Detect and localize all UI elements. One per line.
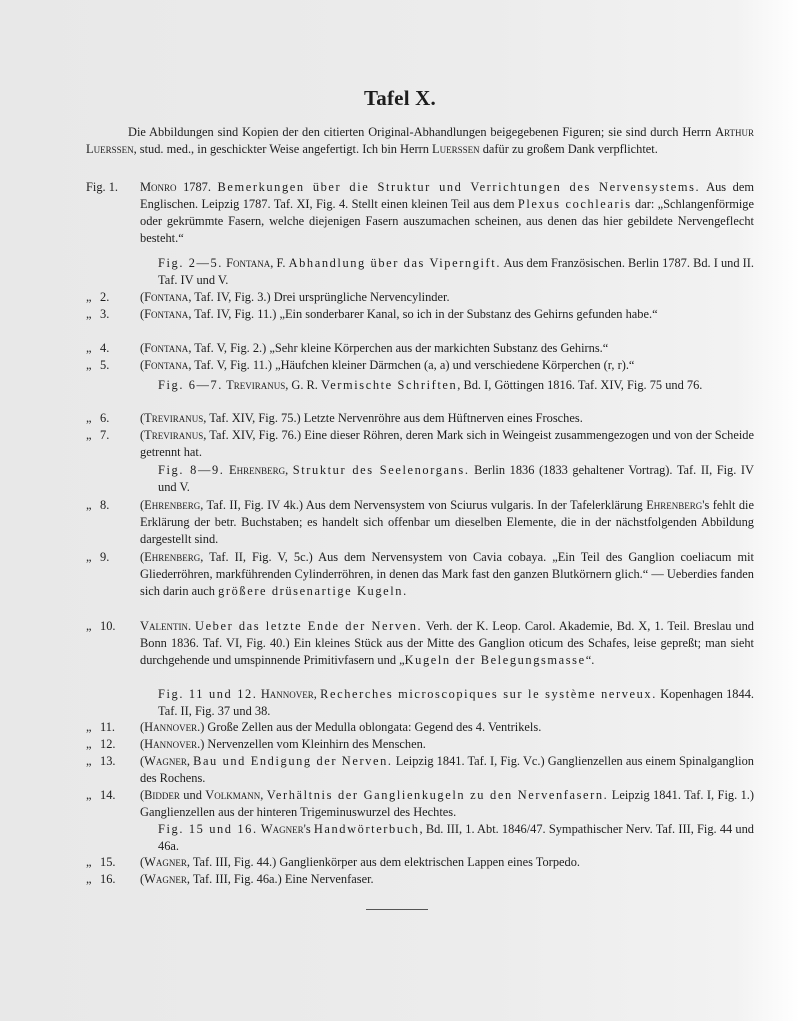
figure-entry xyxy=(86,340,754,357)
ditto-mark: „ xyxy=(86,498,92,512)
entry-number: 4. xyxy=(100,341,110,355)
intro-paragraph xyxy=(86,124,754,158)
entry-number: 11. xyxy=(100,720,116,734)
intro-name: Luerssen xyxy=(432,142,480,156)
ditto-mark: „ xyxy=(86,619,92,633)
entry-number: 7. xyxy=(100,428,110,442)
entry-text: , Taf. V, Fig. 11.) „Häufchen kleiner Därmchen (a, a) und verschiedene Körperchen (r, r).“ xyxy=(188,358,635,372)
entry-text: . xyxy=(187,619,196,633)
figure-range: Fig. 2—5. xyxy=(158,256,224,270)
author-name: Treviranus xyxy=(144,411,204,425)
author-name: Ehrenberg xyxy=(646,498,703,512)
work-title: Recherches microscopiques sur le système nerveux. xyxy=(320,687,657,701)
author-name: Fontana xyxy=(144,290,189,304)
ditto-mark: „ xyxy=(86,754,92,768)
figure-entry xyxy=(86,719,754,736)
author-name: Treviranus xyxy=(144,428,204,442)
figure-range: Fig. 11 und 12. xyxy=(158,687,258,701)
entry-text: ( xyxy=(140,737,145,751)
author-name: Valentin xyxy=(140,619,188,633)
entry-text: ( xyxy=(140,754,145,768)
entry-text: , xyxy=(260,788,267,802)
figure-group-heading xyxy=(86,686,754,720)
entry-text: , Taf. III, Fig. 46a.) Eine Nervenfaser. xyxy=(186,872,374,886)
author-name: Ehrenberg xyxy=(229,463,286,477)
work-title: Ueber das letzte Ende der Nerven. xyxy=(195,619,423,633)
ditto-mark: „ xyxy=(86,872,92,886)
entry-text: ( xyxy=(140,290,145,304)
entry-text: , G. R. xyxy=(285,378,322,392)
entry-text: , xyxy=(186,754,194,768)
work-title: Bau und Endigung der Nerven. xyxy=(193,754,393,768)
entry-text: ( xyxy=(140,788,145,802)
entry-text: 's fehlt die Erklärung der betr. Buchstaben; es handelt sich offenbar um dieselben Elemente, die in der nächstfolgenden Abbildung dargestellt sind. xyxy=(140,498,755,546)
entry-text: dar: „Schlangenförmige oder gekrümmte Fasern, welche diejenigen Fasern auszumachen scheinen, aus denen das hier gebildete Nervengeflecht besteht.“ xyxy=(140,197,754,245)
entry-number: 3. xyxy=(100,307,110,321)
entry-text: ( xyxy=(140,720,145,734)
author-name: Fontana xyxy=(144,341,189,355)
figure-group-heading xyxy=(86,821,754,855)
figure-group-heading xyxy=(86,377,754,394)
figure-entry xyxy=(86,306,754,323)
entry-number: 13. xyxy=(100,754,116,768)
work-title: Struktur des Seelenorgans. xyxy=(292,463,470,477)
entry-text: ( xyxy=(140,872,145,886)
author-name: Wagner xyxy=(260,822,304,836)
figure-entry xyxy=(86,179,754,247)
entry-text: Leipzig 1841. Taf. I, Fig. Vc.) Ganglienzellen aus einem Spinalganglion des Rochens. xyxy=(140,754,754,785)
entry-label: Fig. 1. xyxy=(86,180,119,194)
figure-range: Fig. 8—9. xyxy=(158,463,225,477)
author-name: Ehrenberg xyxy=(144,498,201,512)
entry-text: , xyxy=(313,687,321,701)
ditto-mark: „ xyxy=(86,550,92,564)
entry-text: Kopenhagen 1844. Taf. II, Fig. 37 und 38. xyxy=(158,687,754,718)
spaced-term: Plexus cochlearis xyxy=(517,197,632,211)
ditto-mark: „ xyxy=(86,358,92,372)
author-name: Hannover xyxy=(144,720,198,734)
figure-entry xyxy=(86,854,754,871)
figure-entry xyxy=(86,787,754,821)
entry-number: 12. xyxy=(100,737,116,751)
ditto-mark: „ xyxy=(86,788,92,802)
work-title: Handwörterbuch xyxy=(313,822,420,836)
entry-text: , Taf. IV, Fig. 3.) Drei ursprüngliche Nervencylinder. xyxy=(188,290,450,304)
author-name: Fontana xyxy=(226,256,271,270)
entry-number: 16. xyxy=(100,872,116,886)
entry-text: .) Nervenzellen vom Kleinhirn des Menschen. xyxy=(197,737,426,751)
entry-text: , Taf. II, Fig. IV 4k.) Aus dem Nervensystem von Sciurus vulgaris. In der Tafelerklärung xyxy=(200,498,647,512)
intro-name: Arthur Luerssen xyxy=(86,125,754,156)
author-name: Ehrenberg xyxy=(144,550,201,564)
entry-text: Aus dem Französischen. Berlin 1787. Bd. I und II. Taf. IV und V. xyxy=(158,256,754,287)
entry-text: , Taf. IV, Fig. 11.) „Ein sonderbarer Kanal, so ich in der Substanz des Gehirns gefunden habe.“ xyxy=(188,307,658,321)
author-name: Fontana xyxy=(144,358,189,372)
entry-text: , xyxy=(285,463,293,477)
entry-text: und xyxy=(179,788,206,802)
ditto-mark: „ xyxy=(86,737,92,751)
work-title: Verhältnis der Ganglienkugeln zu den Nervenfasern. xyxy=(266,788,609,802)
end-divider xyxy=(366,909,428,910)
author-name: Wagner xyxy=(144,872,187,886)
spaced-term: größere drüsenartige Kugeln xyxy=(218,584,404,598)
author-name: Wagner xyxy=(144,855,187,869)
intro-text: , stud. med., in geschickter Weise angefertigt. Ich bin Herrn xyxy=(133,142,433,156)
entry-text: Berlin 1836 (1833 gehaltener Vortrag). Taf. II, Fig. IV und V. xyxy=(158,463,754,494)
author-name: Treviranus xyxy=(226,378,286,392)
page-title: Tafel X. xyxy=(364,86,436,110)
figure-entry xyxy=(86,736,754,753)
entry-text: ( xyxy=(140,341,145,355)
work-title: Bemerkungen über die Struktur und Verrichtungen des Nervensystems. xyxy=(217,180,701,194)
author-name: Bidder xyxy=(144,788,180,802)
author-name: Wagner xyxy=(144,754,187,768)
entry-text: Verh. der K. Leop. Carol. Akademie, Bd. X, 1. Teil. Breslau und Bonn 1836. Taf. VI, Fig. 40.) Ein kleines Stück aus der Mitte des Ganglion oticum des Schafes, leise gepreßt; man sieht durchgehende und umspinnende Primitivfasern und „ xyxy=(140,619,754,667)
figure-entry xyxy=(86,427,754,461)
entry-text: ( xyxy=(140,498,145,512)
entry-text: ( xyxy=(140,428,145,442)
entry-text: , Bd. I, Göttingen 1816. Taf. XIV, Fig. 75 und 76. xyxy=(457,378,703,392)
intro-text: dafür zu großem Dank verpflichtet. xyxy=(479,142,658,156)
figure-entry xyxy=(86,289,754,306)
entry-text: , Taf. III, Fig. 44.) Ganglienkörper aus dem elektrischen Lappen eines Torpedo. xyxy=(186,855,580,869)
entry-text: 1787. xyxy=(176,180,218,194)
entry-number: 8. xyxy=(100,498,110,512)
entry-text: Leipzig 1841. Taf. I, Fig. 1.) Ganglienzellen aus der hinteren Trigeminuswurzel des Hechtes. xyxy=(140,788,754,819)
entry-text: ( xyxy=(140,550,145,564)
entry-number: 14. xyxy=(100,788,116,802)
ditto-mark: „ xyxy=(86,341,92,355)
entry-text: 's xyxy=(303,822,314,836)
author-name: Hannover xyxy=(260,687,314,701)
ditto-mark: „ xyxy=(86,855,92,869)
entry-text: .) Große Zellen aus der Medulla oblongata: Gegend des 4. Ventrikels. xyxy=(197,720,542,734)
author-name: Monro xyxy=(140,180,177,194)
author-name: Fontana xyxy=(144,307,189,321)
ditto-mark: „ xyxy=(86,290,92,304)
entry-text: , Taf. II, Fig. V, 5c.) Aus dem Nervensystem von Cavia cobaya. „Ein Teil des Ganglion coeliacum mit Gliederröhren, markführenden Cylinderröhren, in denen das Mark fast den ganzen Blutkörnern glich.“ — Ueberdies fanden sich darin auch xyxy=(140,550,754,598)
entry-text: . xyxy=(403,584,407,598)
entry-text: ( xyxy=(140,358,145,372)
figure-entry xyxy=(86,871,754,888)
author-name: Volkmann xyxy=(205,788,261,802)
ditto-mark: „ xyxy=(86,411,92,425)
entry-number: 6. xyxy=(100,411,110,425)
figure-entry xyxy=(86,618,754,669)
spaced-term: Kugeln der Belegungsmasse xyxy=(404,653,586,667)
figure-group-heading xyxy=(86,255,754,289)
ditto-mark: „ xyxy=(86,307,92,321)
figure-entry xyxy=(86,357,754,374)
figure-entry xyxy=(86,753,754,787)
ditto-mark: „ xyxy=(86,428,92,442)
entry-text: , Taf. XIV, Fig. 75.) Letzte Nervenröhre aus dem Hüftnerven eines Frosches. xyxy=(203,411,583,425)
entry-text: ( xyxy=(140,307,145,321)
intro-text: Die Abbildungen sind Kopien der den citierten Original-Abhandlungen beigegebenen Figuren; sie sind durch Herrn xyxy=(128,125,716,139)
figure-range: Fig. 6—7. xyxy=(158,378,224,392)
figure-entry xyxy=(86,410,754,427)
entry-text: , Taf. V, Fig. 2.) „Sehr kleine Körperchen aus der markichten Substanz des Gehirns.“ xyxy=(188,341,609,355)
figure-group-heading xyxy=(86,462,754,496)
entry-text: ( xyxy=(140,855,145,869)
entry-text: “. xyxy=(585,653,595,667)
entry-text: ( xyxy=(140,411,145,425)
figure-entry xyxy=(86,497,754,548)
entry-text: , F. xyxy=(270,256,289,270)
ditto-mark: „ xyxy=(86,720,92,734)
author-name: Hannover xyxy=(144,737,198,751)
work-title: Abhandlung über das Viperngift. xyxy=(288,256,502,270)
entry-number: 2. xyxy=(100,290,110,304)
work-title: Vermischte Schriften xyxy=(321,378,458,392)
entry-number: 9. xyxy=(100,550,110,564)
entry-number: 10. xyxy=(100,619,116,633)
entry-number: 5. xyxy=(100,358,110,372)
figure-range: Fig. 15 und 16. xyxy=(158,822,258,836)
figure-entry xyxy=(86,549,754,600)
entry-number: 15. xyxy=(100,855,116,869)
entry-text: , Bd. III, 1. Abt. 1846/47. Sympathischer Nerv. Taf. III, Fig. 44 und 46a. xyxy=(158,822,755,853)
entry-text: Aus dem Englischen. Leipzig 1787. Taf. XI, Fig. 4. Stellt einen kleinen Teil aus dem xyxy=(140,180,754,211)
entry-text: , Taf. XIV, Fig. 76.) Eine dieser Röhren, deren Mark sich in Weingeist zusammengezogen und von der Scheide getrennt hat. xyxy=(140,428,754,459)
